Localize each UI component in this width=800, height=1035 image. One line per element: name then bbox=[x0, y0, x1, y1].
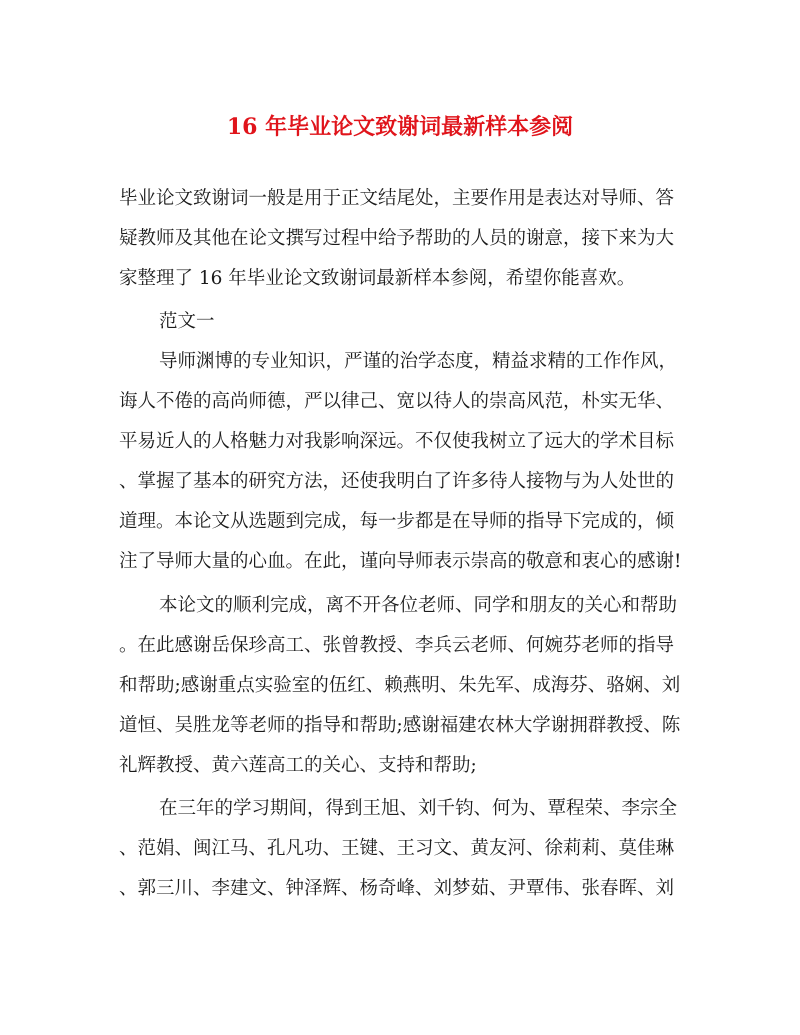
body-line-11: 本论文的顺利完成，离不开各位老师、同学和朋友的关心和帮助 bbox=[159, 595, 678, 616]
body-line-10: 注了导师大量的心血。在此，谨向导师表示崇高的敬意和衷心的感谢! bbox=[119, 551, 682, 572]
body-line-12: 。在此感谢岳保珍高工、张曾教授、李兵云老师、何婉芬老师的指导 bbox=[119, 635, 675, 656]
body-line-18: 、郭三川、李建文、钟泽辉、杨奇峰、刘梦茹、尹覃伟、张春晖、刘 bbox=[119, 878, 675, 899]
body-line-17: 、范娟、闽江马、孔凡功、王键、王习文、黄友河、徐莉莉、莫佳琳 bbox=[119, 838, 675, 859]
body-line-3: 家整理了 16 年毕业论文致谢词最新样本参阅，希望你能喜欢。 bbox=[119, 268, 636, 289]
body-line-13: 和帮助;感谢重点实验室的伍红、赖燕明、朱先军、成海芬、骆娴、刘 bbox=[119, 675, 681, 696]
document-title: 16 年毕业论文致谢词最新样本参阅 bbox=[226, 114, 574, 140]
body-line-6: 诲人不倦的高尚师德，严以律己、宽以待人的崇高风范，朴实无华、 bbox=[119, 391, 675, 412]
body-line-16: 在三年的学习期间，得到王旭、刘千钧、何为、覃程荣、李宗全 bbox=[159, 798, 678, 819]
body-line-7: 平易近人的人格魅力对我影响深远。不仅使我树立了远大的学术目标 bbox=[119, 431, 675, 452]
body-line-2: 疑教师及其他在论文撰写过程中给予帮助的人员的谢意，接下来为大 bbox=[119, 228, 675, 249]
section-heading-fanwen-1: 范文一 bbox=[159, 311, 215, 332]
body-line-14: 道恒、吴胜龙等老师的指导和帮助;感谢福建农林大学谢拥群教授、陈 bbox=[119, 715, 681, 736]
body-line-5: 导师渊博的专业知识，严谨的治学态度，精益求精的工作作风， bbox=[159, 351, 678, 372]
body-line-1: 毕业论文致谢词一般是用于正文结尾处，主要作用是表达对导师、答 bbox=[119, 188, 675, 209]
body-line-9: 道理。本论文从选题到完成，每一步都是在导师的指导下完成的，倾 bbox=[119, 511, 675, 532]
body-line-8: 、掌握了基本的研究方法，还使我明白了许多待人接物与为人处世的 bbox=[119, 471, 675, 492]
body-line-15: 礼辉教授、黄六莲高工的关心、支持和帮助; bbox=[119, 755, 477, 776]
